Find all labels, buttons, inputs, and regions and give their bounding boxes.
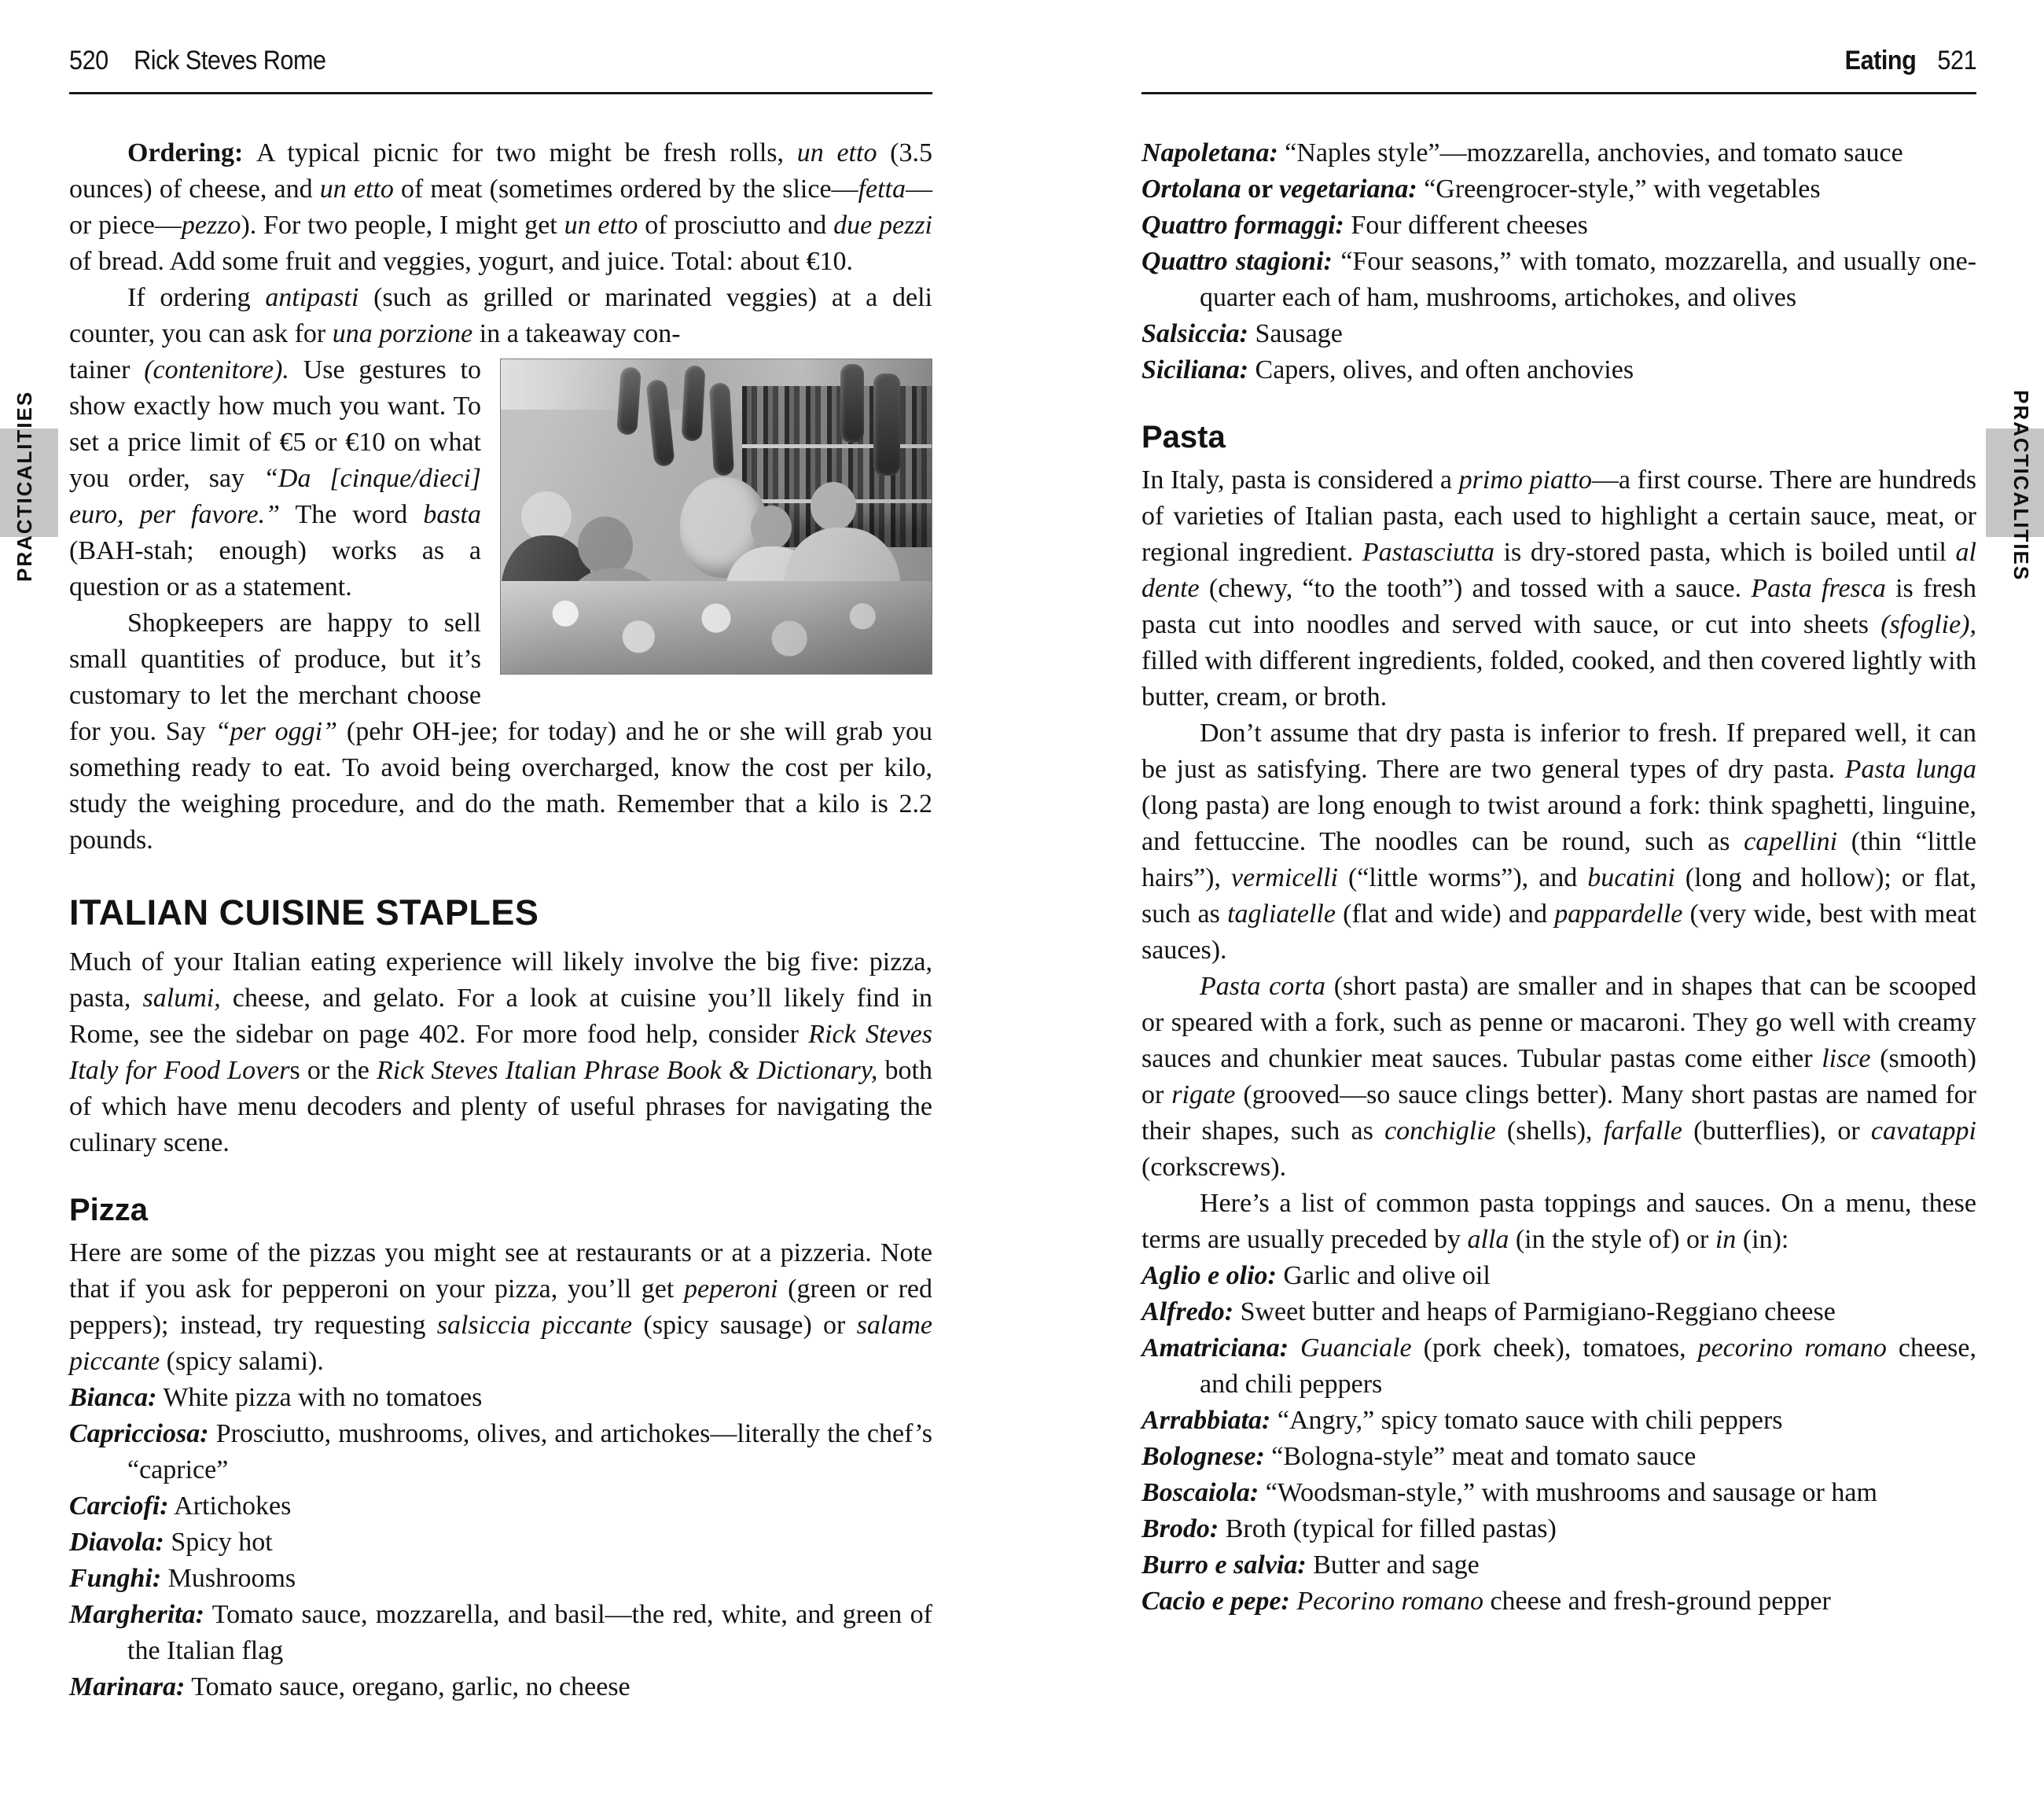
- paragraph-antipasti: If ordering antipasti (such as grilled or marinated veggies) at a deli counter, you can ask for una porzione in a takeaway con-: [69, 283, 932, 348]
- heading-italian-cuisine-staples: ITALIAN CUISINE STAPLES: [69, 892, 539, 932]
- deli-photo: [500, 359, 932, 675]
- section-tab-right-label: PRACTICALITIES: [2009, 390, 2033, 582]
- list-item-amatriciana: Amatriciana: Guanciale (pork cheek), tomatoes, pecorino romano cheese, and chili peppers: [1141, 1333, 1976, 1399]
- list-item-burro-e-salvia: Burro e salvia: Butter and sage: [1141, 1550, 1480, 1580]
- paragraph-staples-intro: Much of your Italian eating experience will likely involve the big five: pizza, pasta, salumi, cheese, and gelato. For a look at cuisine you’ll likely find in Rome, see the sidebar on page 402. For more food help, consider Rick Steves Italy for Food Lovers or the Rick Steves Italian Phrase Book & Dictionary, both of which have menu decoders and plenty of useful phrases for navigating the culinary scene.: [69, 947, 933, 1157]
- right-page-body: [1141, 135, 1976, 1620]
- page-number-right: 521: [1937, 46, 1976, 75]
- list-item-quattro-formaggi: Quattro formaggi: Four different cheeses: [1141, 211, 1588, 240]
- list-item-margherita: Margherita: Tomato sauce, mozzarella, and basil—the red, white, and green of the Italian flag: [69, 1600, 932, 1665]
- list-item-carciofi: Carciofi: Artichokes: [69, 1491, 292, 1521]
- list-item-napoletana: Napoletana: “Naples style”—mozzarella, anchovies, and tomato sauce: [1141, 138, 1903, 167]
- paragraph-dry-pasta: Don’t assume that dry pasta is inferior to fresh. If prepared well, it can be just as satisfying. There are two general types of dry pasta. Pasta lunga (long pasta) are long enough to twist around a fork: think spaghetti, linguine, and fettuccine. The noodles can be round, such as capellini (thin “little hairs”), vermicelli (“little worms”), and bucatini (long and hollow); or flat, such as tagliatelle (flat and wide) and pappardelle (very wide, best with meat sauces).: [1141, 719, 1976, 965]
- paragraph-toppings-lead: Here’s a list of common pasta toppings and sauces. On a menu, these terms are usually preceded by alla (in the style of) or in (in):: [1141, 1189, 1976, 1254]
- right-page-header: [1141, 46, 1976, 94]
- paragraph-shopkeepers: Shopkeepers are happy to sell small quantities of produce, but it’s customary to let the merchant choose for you. Say “per oggi” (pehr OH-jee; for today) and he or she will grab you something ready to eat. To avoid being overcharged, know the cost per kilo, study the weighing procedure, and do the math. Remember that a kilo is 2.2 pounds.: [69, 609, 932, 855]
- list-item-boscaiola: Boscaiola: “Woodsman-style,” with mushrooms and sausage or ham: [1141, 1478, 1877, 1507]
- left-page-header: [69, 46, 932, 94]
- list-item-funghi: Funghi: Mushrooms: [69, 1564, 296, 1593]
- heading-pizza: Pizza: [69, 1193, 149, 1227]
- list-item-arrabbiata: Arrabbiata: “Angry,” spicy tomato sauce with chili peppers: [1141, 1406, 1783, 1435]
- page-number-left: 520: [69, 46, 108, 75]
- right-page: [1141, 46, 1976, 1620]
- list-item-quattro-stagioni: Quattro stagioni: “Four seasons,” with tomato, mozzarella, and usually one-quarter each of ham, mushrooms, artichokes, and olives: [1141, 247, 1977, 312]
- list-item-bolognese: Bolognese: “Bologna-style” meat and tomato sauce: [1141, 1442, 1697, 1471]
- list-item-alfredo: Alfredo: Sweet butter and heaps of Parmigiano-Reggiano cheese: [1141, 1297, 1836, 1326]
- photo-glare: [501, 359, 932, 674]
- heading-pasta: Pasta: [1141, 420, 1226, 454]
- list-item-marinara: Marinara: Tomato sauce, oregano, garlic, no cheese: [69, 1672, 630, 1701]
- left-page: [69, 46, 932, 1705]
- list-item-capricciosa: Capricciosa: Prosciutto, mushrooms, olives, and artichokes—literally the chef’s “caprice”: [69, 1419, 932, 1484]
- list-item-salsiccia: Salsiccia: Sausage: [1141, 319, 1343, 348]
- list-item-diavola: Diavola: Spicy hot: [69, 1528, 273, 1557]
- left-page-body: [69, 135, 932, 1705]
- list-item-bianca: Bianca: White pizza with no tomatoes: [69, 1383, 483, 1412]
- paragraph-antipasti-continued: tainer (contenitore). Use gestures to show exactly how much you want. To set a price limit of €5 or €10 on what you order, say “Da [cinque/dieci] euro, per favore.” The word basta (BAH-stah; enough) works as a question or as a statement.: [69, 355, 482, 601]
- list-item-ortolana: Ortolana or vegetariana: “Greengrocer-style,” with vegetables: [1141, 175, 1821, 204]
- list-item-cacio-e-pepe: Cacio e pepe: Pecorino romano cheese and fresh-ground pepper: [1141, 1587, 1831, 1616]
- paragraph-pasta-corta: Pasta corta (short pasta) are smaller and in shapes that can be scooped or speared with a fork, such as penne or macaroni. They go well with creamy sauces and chunkier meat sauces. Tubular pastas come either lisce (smooth) or rigate (grooved—so sauce clings better). Many short pastas are named for their shapes, such as conchiglie (shells), farfalle (butterflies), or cavatappi (corkscrews).: [1141, 972, 1976, 1182]
- list-item-aglio-e-olio: Aglio e olio: Garlic and olive oil: [1141, 1261, 1491, 1290]
- paragraph-pasta-intro: In Italy, pasta is considered a primo piatto—a first course. There are hundreds of varieties of Italian pasta, each used to highlight a certain sauce, meat, or regional ingredient. Pastasciutta is dry-stored pasta, which is boiled until al dente (chewy, “to the tooth”) and tossed with a sauce. Pasta fresca is fresh pasta cut into noodles and served with sauce, or cut into sheets (sfoglie), filled with different ingredients, folded, cooked, and then covered lightly with butter, cream, or broth.: [1141, 465, 1976, 712]
- section-tab-left-label: PRACTICALITIES: [13, 390, 36, 582]
- list-item-brodo: Brodo: Broth (typical for filled pastas): [1141, 1514, 1557, 1543]
- book-title: Rick Steves Rome: [134, 46, 326, 75]
- paragraph-pizza-intro: Here are some of the pizzas you might see at restaurants or at a pizzeria. Note that if you ask for pepperoni on your pizza, you’ll get peperoni (green or red peppers); instead, try requesting salsiccia piccante (spicy sausage) or salame piccante (spicy salami).: [69, 1238, 933, 1376]
- list-item-siciliana: Siciliana: Capers, olives, and often anchovies: [1141, 355, 1634, 384]
- chapter-title: Eating: [1844, 46, 1917, 75]
- paragraph-ordering: Ordering: A typical picnic for two might be fresh rolls, un etto (3.5 ounces) of cheese, and un etto of meat (sometimes ordered by the slice—fetta—or piece—pezzo). For two people, I might get un etto of prosciutto and due pezzi of bread. Add some fruit and veggies, yogurt, and juice. Total: about €10.: [69, 138, 932, 276]
